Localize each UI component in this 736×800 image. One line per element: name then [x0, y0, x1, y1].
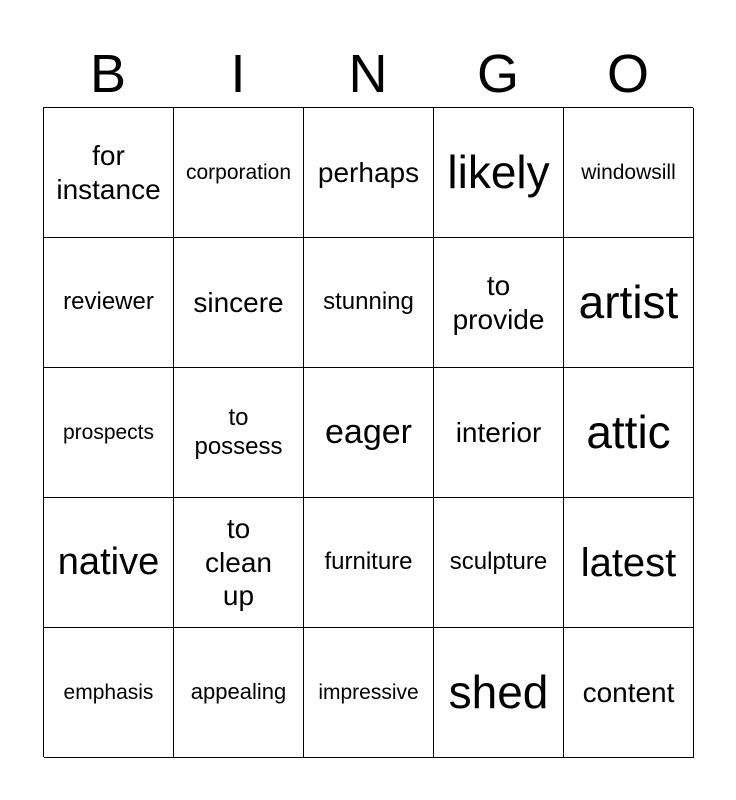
- bingo-cell[interactable]: reviewer: [44, 238, 174, 368]
- bingo-cell[interactable]: shed: [434, 628, 564, 758]
- header-letter-i: I: [230, 44, 246, 104]
- bingo-cell[interactable]: native: [44, 498, 174, 628]
- header-letter-n: N: [348, 44, 388, 104]
- bingo-cell[interactable]: perhaps: [304, 108, 434, 238]
- bingo-cell[interactable]: attic: [564, 368, 694, 498]
- bingo-cell[interactable]: content: [564, 628, 694, 758]
- bingo-cell[interactable]: to provide: [434, 238, 564, 368]
- bingo-cell[interactable]: artist: [564, 238, 694, 368]
- bingo-cell[interactable]: corporation: [174, 108, 304, 238]
- bingo-cell[interactable]: emphasis: [44, 628, 174, 758]
- bingo-cell[interactable]: to possess: [174, 368, 304, 498]
- bingo-cell[interactable]: latest: [564, 498, 694, 628]
- bingo-cell[interactable]: sincere: [174, 238, 304, 368]
- bingo-cell[interactable]: for instance: [44, 108, 174, 238]
- header-letter-g: G: [476, 44, 519, 104]
- bingo-cell[interactable]: eager: [304, 368, 434, 498]
- bingo-cell[interactable]: stunning: [304, 238, 434, 368]
- bingo-board: [43, 107, 693, 757]
- bingo-cell[interactable]: furniture: [304, 498, 434, 628]
- bingo-cell[interactable]: prospects: [44, 368, 174, 498]
- bingo-cell[interactable]: impressive: [304, 628, 434, 758]
- bingo-cell[interactable]: interior: [434, 368, 564, 498]
- header-letter-b: B: [89, 44, 127, 104]
- header-letter-o: O: [606, 44, 649, 104]
- bingo-cell[interactable]: to clean up: [174, 498, 304, 628]
- bingo-cell[interactable]: windowsill: [564, 108, 694, 238]
- bingo-cell[interactable]: appealing: [174, 628, 304, 758]
- bingo-cell[interactable]: sculpture: [434, 498, 564, 628]
- bingo-cell[interactable]: likely: [434, 108, 564, 238]
- bingo-header: [43, 44, 693, 104]
